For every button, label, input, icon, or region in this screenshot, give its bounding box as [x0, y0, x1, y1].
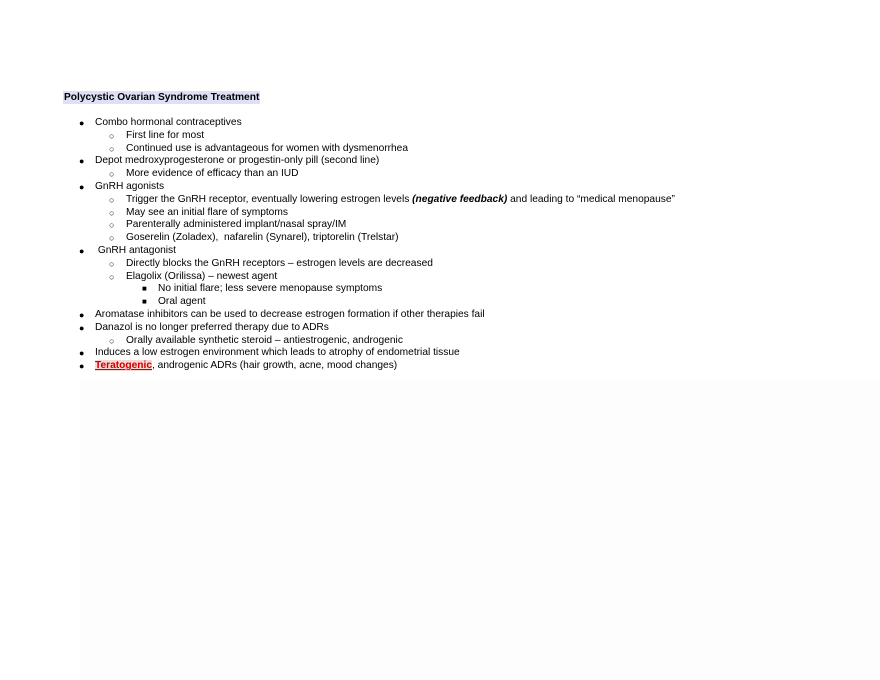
bullet-icon: ○	[109, 335, 115, 346]
list-item	[63, 117, 853, 130]
bullet-icon: ■	[142, 297, 147, 307]
list-item	[63, 245, 853, 258]
bullet-icon: ●	[79, 348, 85, 359]
list-item-text: Parenterally administered implant/nasal spray/IM	[126, 219, 347, 231]
list-item	[63, 283, 853, 296]
list-item	[63, 335, 853, 348]
list-item-text: Combo hormonal contraceptives	[95, 117, 242, 128]
document-title: Polycystic Ovarian Syndrome Treatment	[64, 92, 260, 103]
bullet-icon: ○	[109, 271, 115, 282]
bullet-icon: ●	[79, 309, 85, 320]
emphasis-text: (negative feedback)	[412, 193, 508, 205]
list-item-text: Oral agent	[158, 296, 206, 308]
list-item-text: Directly blocks the GnRH receptors – estrogen levels are decreased	[126, 257, 433, 269]
list-item	[63, 168, 853, 181]
bullet-icon: ○	[109, 258, 115, 269]
list-item-text: No initial flare; less severe menopause symptoms	[158, 283, 383, 295]
list-item-text: More evidence of efficacy than an IUD	[126, 168, 299, 180]
list-item-text: Aromatase inhibitors can be used to decrease estrogen formation if other therapies fail	[95, 308, 485, 320]
treatment-list	[63, 117, 853, 373]
bullet-icon: ○	[109, 207, 115, 218]
list-item	[63, 207, 853, 220]
list-item-text: Induces a low estrogen environment which leads to atrophy of endometrial tissue	[95, 347, 460, 359]
list-item	[63, 143, 853, 156]
page-background-shade	[80, 380, 880, 680]
highlighted-text: Teratogenic	[95, 360, 152, 372]
bullet-icon: ●	[79, 156, 85, 167]
list-item-text: Depot medroxyprogesterone or progestin-only pill (second line)	[95, 155, 380, 167]
list-item	[63, 296, 853, 309]
list-item	[63, 360, 853, 373]
list-item	[63, 258, 853, 271]
bullet-icon: ○	[109, 194, 115, 205]
bullet-icon: ●	[79, 361, 85, 372]
list-item-text: GnRH agonists	[95, 180, 165, 192]
list-item	[63, 181, 853, 194]
list-item-text: Goserelin (Zoladex), nafarelin (Synarel), triptorelin (Trelstar)	[126, 232, 399, 244]
list-item	[63, 130, 853, 143]
bullet-icon: ●	[79, 118, 85, 128]
list-item-text-post: and leading to “medical menopause”	[507, 193, 675, 205]
bullet-icon: ○	[109, 130, 115, 141]
bullet-icon: ■	[142, 284, 147, 294]
bullet-icon: ●	[79, 245, 85, 256]
bullet-icon: ●	[79, 322, 85, 333]
document-body	[63, 91, 853, 373]
bullet-icon: ○	[109, 233, 115, 244]
bullet-icon: ●	[79, 181, 85, 192]
list-item-text: Orally available synthetic steroid – antiestrogenic, androgenic	[126, 334, 403, 346]
list-item	[63, 347, 853, 360]
list-item	[63, 194, 853, 207]
list-item-text-post: , androgenic ADRs (hair growth, acne, mood changes)	[152, 360, 398, 372]
list-item	[63, 232, 853, 245]
list-item	[63, 271, 853, 284]
list-item-text: Continued use is advantageous for women with dysmenorrhea	[126, 142, 409, 154]
list-item-text: May see an initial flare of symptoms	[126, 206, 288, 218]
bullet-icon: ○	[109, 220, 115, 231]
list-item	[63, 309, 853, 322]
list-item-text-pre: Trigger the GnRH receptor, eventually lowering estrogen levels	[126, 193, 413, 205]
list-item	[63, 219, 853, 232]
bullet-icon: ○	[109, 143, 115, 154]
list-item	[63, 155, 853, 168]
list-item-text: GnRH antagonist	[95, 244, 176, 256]
list-item-text: Danazol is no longer preferred therapy due to ADRs	[95, 321, 329, 333]
bullet-icon: ○	[109, 169, 115, 180]
list-item-text: Elagolix (Orilissa) – newest agent	[126, 270, 278, 282]
list-item	[63, 322, 853, 335]
list-item-text: First line for most	[126, 129, 205, 141]
